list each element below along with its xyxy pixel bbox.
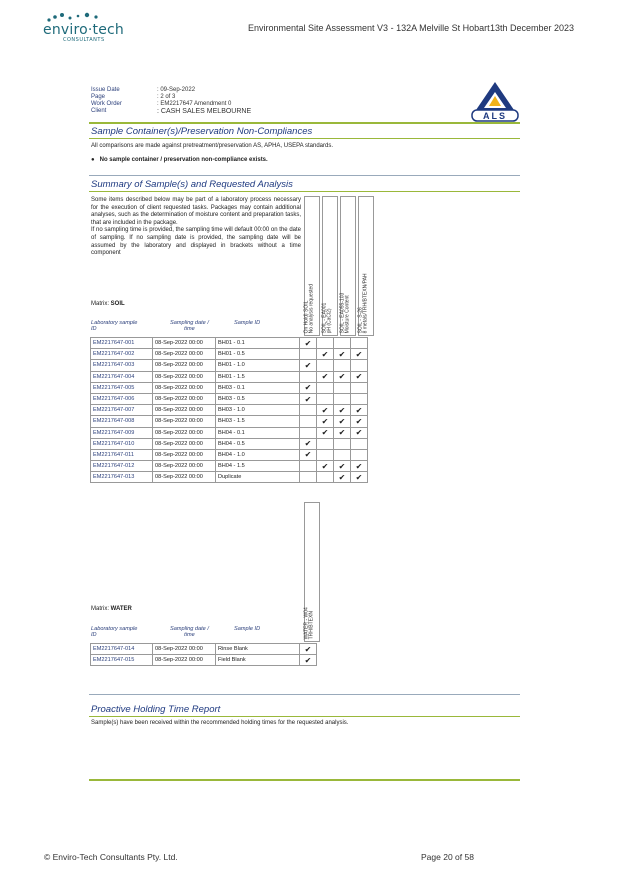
analysis-check-cell	[300, 349, 317, 360]
table-row	[91, 438, 368, 449]
analysis-check-cell	[334, 393, 351, 404]
analysis-check-cell	[300, 461, 317, 472]
lab-sample-id-cell: EM2217647-008	[91, 416, 153, 427]
analysis-check-cell: ✔	[351, 461, 368, 472]
analysis-check-cell: ✔	[300, 644, 317, 655]
matrix-water	[91, 606, 132, 612]
analysis-check-cell: ✔	[351, 416, 368, 427]
table-row	[91, 449, 368, 460]
analysis-check-cell: ✔	[351, 405, 368, 416]
water-samples-table	[90, 643, 317, 666]
analysis-check-cell	[317, 449, 334, 460]
sampling-date-cell: 08-Sep-2022 00:00	[153, 438, 216, 449]
analysis-column-header	[340, 196, 356, 336]
sample-id-cell: Duplicate	[216, 472, 300, 483]
document-date: 13th December 2023	[490, 23, 575, 33]
analysis-check-cell: ✔	[351, 472, 368, 483]
lab-sample-id-cell: EM2217647-015	[91, 655, 153, 666]
table-row	[91, 655, 317, 666]
table-row	[91, 405, 368, 416]
water-analysis-headers	[304, 502, 322, 642]
analysis-check-cell: ✔	[351, 427, 368, 438]
analysis-column-label: SOIL - EA055-103 Moisture Content	[339, 292, 351, 333]
analysis-check-cell: ✔	[334, 416, 351, 427]
sample-id-cell: BH01 - 1.5	[216, 371, 300, 382]
sample-id-cell: Field Blank	[216, 655, 300, 666]
analysis-check-cell	[300, 405, 317, 416]
analysis-check-cell: ✔	[317, 371, 334, 382]
lab-sample-id-cell: EM2217647-001	[91, 338, 153, 349]
company-logo-subtitle: CONSULTANTS	[63, 37, 105, 43]
analysis-check-cell: ✔	[300, 438, 317, 449]
table-row	[91, 393, 368, 404]
col-header-lab-sample-line1: Laboratory sample	[91, 626, 138, 632]
sample-id-cell: BH04 - 1.5	[216, 461, 300, 472]
matrix-label: Matrix:	[91, 606, 109, 612]
summary-paragraph-1: Some items described below may be part of a laboratory process necessary for the execution of client requested tasks. Packages may contain additional analyses, such as the determination of moisture content and preparation tasks, that are included in the package.	[91, 197, 301, 226]
col-header-sampling-date	[170, 320, 209, 332]
divider	[89, 122, 520, 124]
analysis-check-cell	[334, 449, 351, 460]
col-header-lab-sample-line1: Laboratory sample	[91, 320, 138, 326]
divider	[89, 191, 520, 192]
sampling-date-cell: 08-Sep-2022 00:00	[153, 371, 216, 382]
table-row	[91, 644, 317, 655]
col-header-sampling-date	[170, 626, 209, 638]
sampling-date-cell: 08-Sep-2022 00:00	[153, 461, 216, 472]
analysis-check-cell: ✔	[300, 382, 317, 393]
analysis-check-cell	[334, 338, 351, 349]
soil-analysis-headers	[304, 196, 376, 336]
analysis-check-cell: ✔	[334, 371, 351, 382]
table-row	[91, 382, 368, 393]
sampling-date-cell: 08-Sep-2022 00:00	[153, 405, 216, 416]
table-row	[91, 349, 368, 360]
section-title-noncompliances: Sample Container(s)/Preservation Non-Compliances	[91, 126, 313, 137]
lab-sample-id-cell: EM2217647-009	[91, 427, 153, 438]
page-label: Page	[91, 94, 106, 100]
noncompliance-bullet	[91, 157, 268, 163]
analysis-check-cell	[351, 393, 368, 404]
analysis-check-cell: ✔	[351, 371, 368, 382]
sample-id-cell: BH01 - 0.1	[216, 338, 300, 349]
sampling-date-cell: 08-Sep-2022 00:00	[153, 472, 216, 483]
divider	[89, 694, 520, 695]
table-row	[91, 360, 368, 371]
sample-id-cell: BH04 - 1.0	[216, 449, 300, 460]
info-block	[91, 87, 251, 116]
sample-id-cell: BH03 - 1.5	[216, 416, 300, 427]
issue-date-value: : 09-Sep-2022	[157, 87, 196, 93]
analysis-column-header	[358, 196, 374, 336]
col-header-lab-sample	[91, 626, 137, 638]
divider	[89, 716, 520, 717]
matrix-value: SOIL	[110, 301, 125, 307]
divider	[89, 175, 520, 176]
bullet-icon: ●	[91, 157, 95, 163]
table-row	[91, 427, 368, 438]
analysis-check-cell: ✔	[317, 416, 334, 427]
page-value: : 2 of 3	[157, 94, 176, 100]
lab-sample-id-cell: EM2217647-004	[91, 371, 153, 382]
analysis-check-cell	[317, 472, 334, 483]
lab-sample-id-cell: EM2217647-013	[91, 472, 153, 483]
work-order-value: : EM2217647 Amendment 0	[157, 101, 232, 107]
col-header-sampling-date-line1: Sampling date /	[170, 320, 209, 326]
analysis-check-cell	[300, 472, 317, 483]
sampling-date-cell: 08-Sep-2022 00:00	[153, 427, 216, 438]
col-header-lab-sample-line2: ID	[91, 632, 97, 638]
noncompliance-bullet-text: No sample container / preservation non-compliance exists.	[99, 157, 268, 163]
lab-sample-id-cell: EM2217647-005	[91, 382, 153, 393]
sampling-date-cell: 08-Sep-2022 00:00	[153, 655, 216, 666]
analysis-check-cell	[300, 416, 317, 427]
analysis-check-cell	[300, 371, 317, 382]
sampling-date-cell: 08-Sep-2022 00:00	[153, 360, 216, 371]
col-header-sampling-date-line1: Sampling date /	[170, 626, 209, 632]
sampling-date-cell: 08-Sep-2022 00:00	[153, 449, 216, 460]
sample-id-cell: Rinse Blank	[216, 644, 300, 655]
table-row	[91, 472, 368, 483]
lab-sample-id-cell: EM2217647-003	[91, 360, 153, 371]
analysis-check-cell	[334, 360, 351, 371]
divider	[89, 138, 520, 139]
section-title-summary: Summary of Sample(s) and Requested Analysis	[91, 179, 293, 190]
sampling-date-cell: 08-Sep-2022 00:00	[153, 644, 216, 655]
soil-samples-table	[90, 337, 368, 483]
analysis-check-cell: ✔	[334, 461, 351, 472]
col-header-sample-id: Sample ID	[234, 626, 261, 632]
analysis-check-cell	[351, 360, 368, 371]
divider	[89, 779, 520, 781]
analysis-check-cell: ✔	[334, 472, 351, 483]
sample-id-cell: BH01 - 1.0	[216, 360, 300, 371]
matrix-label: Matrix:	[91, 301, 109, 307]
table-row	[91, 461, 368, 472]
als-logo-text: ALS	[483, 111, 507, 121]
analysis-check-cell	[351, 338, 368, 349]
analysis-check-cell	[334, 382, 351, 393]
sampling-date-cell: 08-Sep-2022 00:00	[153, 416, 216, 427]
lab-sample-id-cell: EM2217647-007	[91, 405, 153, 416]
analysis-check-cell	[317, 382, 334, 393]
company-logo-wordmark: enviro·tech	[43, 22, 124, 38]
analysis-column-header	[304, 502, 320, 642]
footer-page-number: Page 20 of 58	[421, 852, 474, 862]
document-title: Environmental Site Assessment V3 - 132A Melville St Hobart	[248, 23, 490, 33]
sample-id-cell: BH01 - 0.5	[216, 349, 300, 360]
analysis-column-label: SOIL - EA001 pH (CaCl2)	[321, 302, 333, 333]
work-order-label: Work Order	[91, 101, 122, 107]
analysis-column-header	[304, 196, 320, 336]
analysis-check-cell: ✔	[334, 349, 351, 360]
analysis-check-cell: ✔	[317, 349, 334, 360]
sampling-date-cell: 08-Sep-2022 00:00	[153, 349, 216, 360]
analysis-column-label: On Hold) SOIL No analysis requested	[303, 283, 315, 333]
section-title-holding-time: Proactive Holding Time Report	[91, 704, 221, 715]
footer-copyright: © Enviro-Tech Consultants Pty. Ltd.	[44, 852, 178, 862]
lab-sample-id-cell: EM2217647-011	[91, 449, 153, 460]
analysis-check-cell: ✔	[300, 655, 317, 666]
col-header-lab-sample-line2: ID	[91, 326, 97, 332]
analysis-check-cell: ✔	[300, 393, 317, 404]
client-value: : CASH SALES MELBOURNE	[157, 108, 252, 115]
analysis-column-header	[322, 196, 338, 336]
lab-sample-id-cell: EM2217647-002	[91, 349, 153, 360]
sampling-date-cell: 08-Sep-2022 00:00	[153, 382, 216, 393]
matrix-value: WATER	[110, 606, 132, 612]
analysis-check-cell: ✔	[300, 360, 317, 371]
analysis-check-cell	[351, 382, 368, 393]
analysis-check-cell: ✔	[300, 449, 317, 460]
client-label: Client	[91, 108, 107, 114]
issue-date-label: Issue Date	[91, 87, 120, 93]
col-header-lab-sample	[91, 320, 137, 332]
table-row	[91, 371, 368, 382]
sample-id-cell: BH04 - 0.5	[216, 438, 300, 449]
analysis-check-cell	[317, 393, 334, 404]
analysis-check-cell: ✔	[334, 405, 351, 416]
col-header-sampling-date-line2: time	[184, 326, 195, 332]
sample-id-cell: BH03 - 0.5	[216, 393, 300, 404]
col-header-sample-id: Sample ID	[234, 320, 261, 326]
sampling-date-cell: 08-Sep-2022 00:00	[153, 393, 216, 404]
sample-id-cell: BH03 - 0.1	[216, 382, 300, 393]
holding-time-text: Sample(s) have been received within the recommended holding times for the requested analysis.	[91, 720, 349, 726]
matrix-soil	[91, 301, 125, 307]
lab-sample-id-cell: EM2217647-012	[91, 461, 153, 472]
analysis-column-label: SOIL - S-26 8 metals/TRH/BTEXN/PAH	[357, 273, 369, 333]
sample-id-cell: BH04 - 0.1	[216, 427, 300, 438]
analysis-check-cell: ✔	[317, 405, 334, 416]
analysis-check-cell	[351, 438, 368, 449]
analysis-check-cell: ✔	[317, 427, 334, 438]
summary-paragraph	[91, 197, 301, 258]
summary-paragraph-2: If no sampling time is provided, the sampling time will default 00:00 on the date of sampling. If no sampling date is provided, the sampling date will be assumed by the laboratory and displayed in brackets without a time component	[91, 227, 301, 257]
analysis-check-cell	[317, 338, 334, 349]
noncompliance-text: All comparisons are made against pretreatment/preservation AS, APHA, USEPA standards.	[91, 143, 334, 149]
lab-sample-id-cell: EM2217647-014	[91, 644, 153, 655]
als-logo	[470, 80, 520, 122]
analysis-check-cell	[317, 360, 334, 371]
table-row	[91, 416, 368, 427]
sample-id-cell: BH03 - 1.0	[216, 405, 300, 416]
col-header-sampling-date-line2: time	[184, 632, 195, 638]
lab-sample-id-cell: EM2217647-010	[91, 438, 153, 449]
analysis-check-cell: ✔	[300, 338, 317, 349]
analysis-check-cell	[351, 449, 368, 460]
analysis-check-cell: ✔	[317, 461, 334, 472]
analysis-column-label: WATER - W04 TRH/BTEXN	[303, 606, 315, 639]
sampling-date-cell: 08-Sep-2022 00:00	[153, 338, 216, 349]
analysis-check-cell	[317, 438, 334, 449]
analysis-check-cell	[300, 427, 317, 438]
analysis-check-cell	[334, 438, 351, 449]
analysis-check-cell: ✔	[334, 427, 351, 438]
lab-sample-id-cell: EM2217647-006	[91, 393, 153, 404]
table-row	[91, 338, 368, 349]
analysis-check-cell: ✔	[351, 349, 368, 360]
